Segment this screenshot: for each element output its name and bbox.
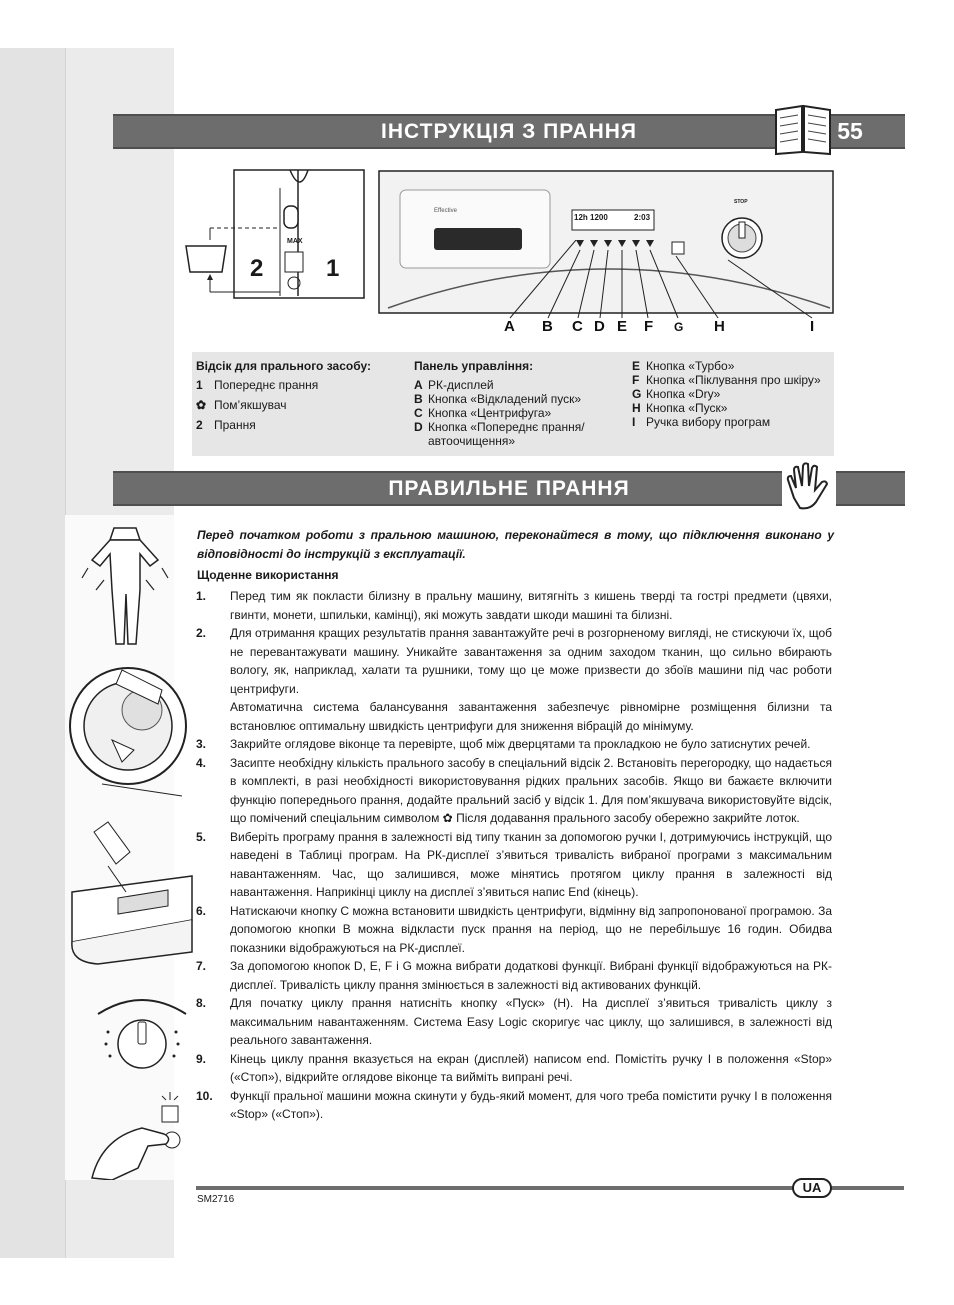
- step-item: 5. Виберіть програму прання в залежності від типу тканин за допомогою ручки I, дотримуючись інструкцій, що наведені в Таблиці програм. На РК-дисплеї з’явиться тривалість вибраної програми з максимальним навантаженням. Час, що залишився, може мінятись протягом циклу прання в залежності від навантаження. Наприкінці циклу на дисплеї з’явиться напис End (кінець).: [196, 829, 832, 899]
- legend-panel: [414, 359, 629, 448]
- max-label: MAX: [287, 238, 303, 245]
- legend-item: B Кнопка «Відкладений пуск»: [414, 392, 582, 406]
- language-badge: UA: [792, 1178, 832, 1198]
- panel-brand-label: Effective: [434, 208, 457, 214]
- legend-dispenser: [196, 359, 396, 438]
- callout-letter-g: G: [674, 320, 684, 334]
- flower-icon: ✿: [196, 398, 207, 412]
- callout-letter-b: B: [542, 318, 553, 335]
- page-number: 55: [837, 118, 863, 144]
- step-item: 10. Функції пральної машини можна скинути у будь-який момент, для чого треба помістити ручку I в положення «Stop» («Стоп»).: [196, 1088, 832, 1121]
- program-dial-illustration: [78, 992, 206, 1082]
- legend-box: [192, 352, 834, 456]
- legend-item: F Кнопка «Піклування про шкіру»: [632, 373, 821, 387]
- lcd-display-text: 12h 1200: [574, 213, 608, 222]
- callout-letter-c: C: [572, 318, 583, 335]
- legend-item: E Кнопка «Турбо»: [632, 359, 735, 373]
- legend-item: A РК-дисплей: [414, 378, 494, 392]
- instruction-steps: [196, 587, 832, 1124]
- document-code: SM2716: [197, 1194, 235, 1205]
- compartment-1-label: 1: [326, 255, 340, 282]
- step-item: 2. Для отримання кращих результатів прання завантажуйте речі в розгорненому вигляді, не стискуючи їх, щоб не перевантажувати машину. Уникайте завантаження за одним заходом тканин, що сильно вбирають вологу, як, наприклад, халати та рушники, тому що це може призвести до збоїв машини під час роботи центрифуги.: [196, 626, 832, 696]
- section-title: ПРАВИЛЬНЕ ПРАННЯ: [388, 477, 630, 500]
- empty-pockets-illustration: [80, 520, 170, 648]
- legend-item: 1 Попереднє прання: [196, 378, 319, 392]
- lcd-display-time: 2:03: [634, 213, 651, 222]
- dial-stop-label: STOP: [734, 199, 748, 205]
- callout-letter-i: I: [810, 318, 815, 335]
- callout-letter-e: E: [617, 318, 628, 335]
- legend-item: ✿ Пом’якшувач: [196, 398, 287, 412]
- callout-letters: [0, 318, 954, 338]
- detergent-dispenser-diagram: [180, 168, 370, 303]
- legend-item: I Ручка вибору програм: [632, 415, 771, 429]
- step-item: 7. За допомогою кнопок D, E, F і G можна вибрати додаткові функції. Вибрані функції відображуються на РК-дисплеї. Тривалість циклу прання змінюється в залежності від активованих функцій.: [196, 959, 832, 992]
- callout-letter-a: A: [504, 318, 515, 335]
- callout-letter-h: H: [714, 318, 725, 335]
- step-item: 6. Натискаючи кнопку C можна встановити швидкість центрифуги, відмінну від запропонованої програмою. За допомогою кнопки B можна відкласти пуск прання на період, що не перебільшує 16 годин. Обидва показники відображуються на РК-дисплеї.: [196, 903, 832, 955]
- callout-letter-f: F: [644, 318, 654, 335]
- intro-paragraph: Перед початком роботи з пральною машиною, переконайтеся в тому, що підключення виконано у відповідності до інструкцій з експлуатації.: [197, 528, 834, 561]
- legend-item: G Кнопка «Dry»: [632, 387, 721, 401]
- legend-item: H Кнопка «Пуск»: [632, 401, 728, 415]
- callout-lines: [500, 240, 830, 320]
- step-item: Автоматична система балансування завантаження забезпечує рівномірне розміщення білизни та встановлює оптимальну швидкість центрифуги для зниження вібрацій до мінімуму.: [230, 700, 832, 733]
- hand-icon: [782, 458, 836, 512]
- compartment-2-label: 2: [250, 255, 264, 282]
- legend-dispenser-heading: Відсік для прального засобу:: [196, 359, 371, 373]
- open-book-icon: [772, 100, 834, 158]
- load-drum-illustration: [62, 650, 192, 798]
- legend-item: C Кнопка «Центрифуга»: [414, 406, 552, 420]
- daily-use-heading: Щоденне використання: [197, 568, 339, 582]
- start-button-illustration: [82, 1088, 192, 1180]
- legend-panel-continued: [632, 359, 842, 429]
- step-item: 3. Закрийте оглядове віконце та перевірте, щоб між дверцятами та прокладкою не було затиснутих речей.: [196, 737, 811, 751]
- legend-item: 2 Прання: [196, 418, 256, 432]
- page-title: ІНСТРУКЦІЯ З ПРАННЯ: [380, 120, 638, 143]
- callout-letter-d: D: [594, 318, 605, 335]
- legend-item: D Кнопка «Попереднє прання/ автоочищення»: [414, 420, 585, 448]
- step-item: 9. Кінець циклу прання вказується на екран (дисплей) написом end. Помістіть ручку I в положення «Stop» («Стоп»), відкрийте оглядове віконце та вийміть випрані речі.: [196, 1051, 832, 1084]
- legend-panel-heading: Панель управління:: [414, 359, 534, 373]
- step-item: 4. Засипте необхідну кількість прального засобу в спеціальний відсік 2. Встановіть перегородку, що надається в комплекті, в разі необхідності використовування рідких пральних засобів. Якщо ви бажаєте включити функцію попереднього прання, додайте пральний засіб у відсік 1. Для пом’якшувача використовуйте відсік, що помічений спеціальним символом ✿ Після додавання прального засобу обережно закрийте лоток.: [196, 755, 832, 825]
- step-item: 8. Для початку циклу прання натисніть кнопку «Пуск» (H). На дисплеї з’явиться тривалість циклу з максимальним навантаженням. Система Easy Logic скоригує час циклу, що залишився, в залежності від реального завантаження.: [196, 996, 832, 1047]
- step-item: 1. Перед тим як покласти білизну в пральну машину, витягніть з кишень тверді та гострі предмети (цвяхи, гвинти, монети, шпильки, камінці), які можуть завдати шкоди машині та білизні.: [196, 589, 832, 622]
- detergent-drawer-illustration: [68, 812, 196, 967]
